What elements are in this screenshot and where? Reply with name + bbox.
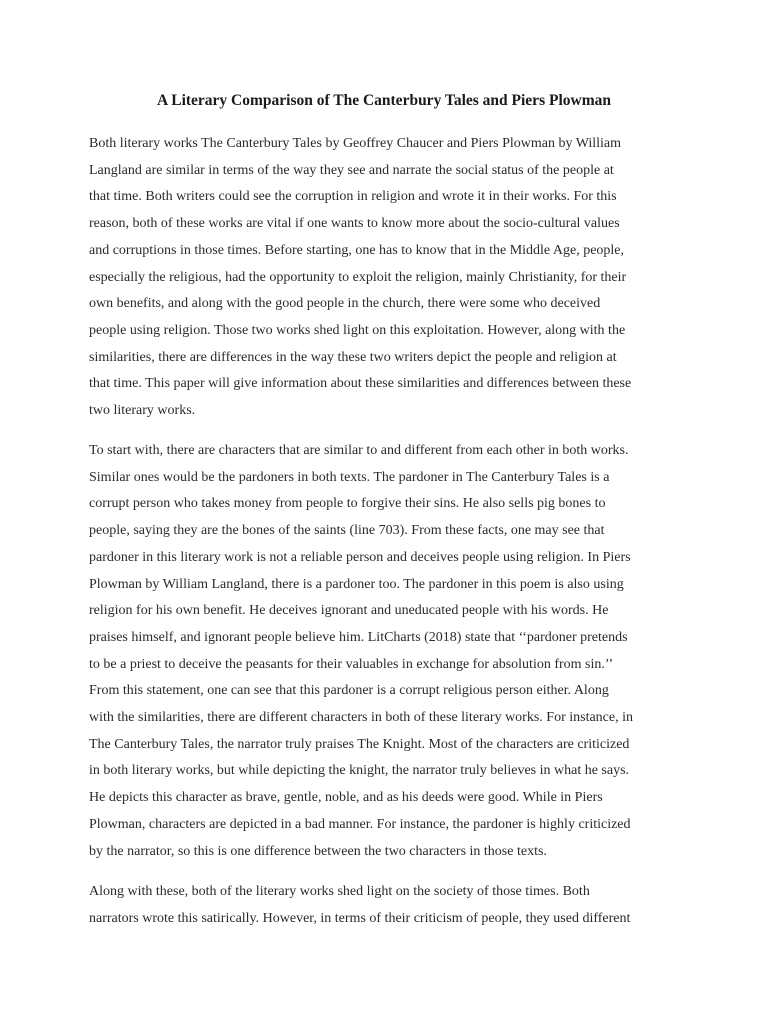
paragraph-line: pardoner in this literary work is not a reliable person and deceives people using religion. In Piers <box>89 549 631 565</box>
paragraph-line: with the similarities, there are different characters in both of these literary works. For instance, in <box>89 710 634 726</box>
paragraph-line: narrators wrote this satirically. However, in terms of their criticism of people, they used different <box>89 910 631 926</box>
paragraph-line: Along with these, both of the literary works shed light on the society of those times. Both <box>89 884 590 899</box>
paragraph-line: in both literary works, but while depicting the knight, the narrator truly believes in what he says. <box>89 763 630 779</box>
paragraph-line: Plowman by William Langland, there is a pardoner too. The pardoner in this poem is also using <box>89 576 624 592</box>
paragraph-line: To start with, there are characters that are similar to and different from each other in both works. <box>89 443 629 458</box>
paragraph-line: own benefits, and along with the good people in the church, there were some who deceived <box>89 296 601 312</box>
paragraph-line: and corruptions in those times. Before starting, one has to know that in the Middle Age, people, <box>89 242 625 258</box>
paragraph-line: people using religion. Those two works shed light on this exploitation. However, along with the <box>89 322 626 338</box>
paragraph-line: Similar ones would be the pardoners in both texts. The pardoner in The Canterbury Tales is a <box>89 469 610 485</box>
paragraph-line: The Canterbury Tales, the narrator truly praises The Knight. Most of the characters are criticized <box>89 736 630 752</box>
paragraph-line: praises himself, and ignorant people believe him. LitCharts (2018) state that ‘‘pardoner pretends <box>89 629 628 645</box>
paragraph-line: two literary works. <box>89 403 196 419</box>
paragraph-line: corrupt person who takes money from people to forgive their sins. He also sells pig bones to <box>89 496 606 512</box>
paragraph-line: people, saying they are the bones of the saints (line 703). From these facts, one may see that <box>89 523 605 539</box>
paragraph-line: that time. This paper will give information about these similarities and differences between these <box>89 376 632 392</box>
paragraph-line: religion for his own benefit. He deceives ignorant and uneducated people with his words. He <box>89 603 609 619</box>
paragraph-line: especially the religious, had the opportunity to exploit the religion, mainly Christianity, for their <box>89 269 627 285</box>
paragraph-line: He depicts this character as brave, gentle, noble, and as his deeds were good. While in Piers <box>89 790 603 806</box>
paragraph-characters <box>89 438 685 865</box>
paragraph-line: From this statement, one can see that this pardoner is a corrupt religious person either. Along <box>89 683 609 699</box>
paragraph-line: to be a priest to deceive the peasants for their valuables in exchange for absolution from sin.’’ <box>89 656 614 672</box>
paragraph-line: that time. Both writers could see the corruption in religion and wrote it in their works. For this <box>89 189 617 205</box>
paragraph-line: Langland are similar in terms of the way they see and narrate the social status of the people at <box>89 162 614 178</box>
document-title: A Literary Comparison of The Canterbury Tales and Piers Plowman <box>157 92 611 109</box>
paragraph-line: Both literary works The Canterbury Tales by Geoffrey Chaucer and Piers Plowman by William <box>89 136 622 151</box>
paragraph-introduction <box>89 131 685 425</box>
paragraph-line: reason, both of these works are vital if one wants to know more about the socio-cultural values <box>89 216 620 232</box>
paragraph-line: Plowman, characters are depicted in a bad manner. For instance, the pardoner is highly criticized <box>89 816 631 832</box>
paragraph-line: by the narrator, so this is one difference between the two characters in those texts. <box>89 843 547 859</box>
paragraph-line: similarities, there are differences in the way these two writers depict the people and religion at <box>89 349 617 365</box>
paragraph-society <box>89 879 685 932</box>
